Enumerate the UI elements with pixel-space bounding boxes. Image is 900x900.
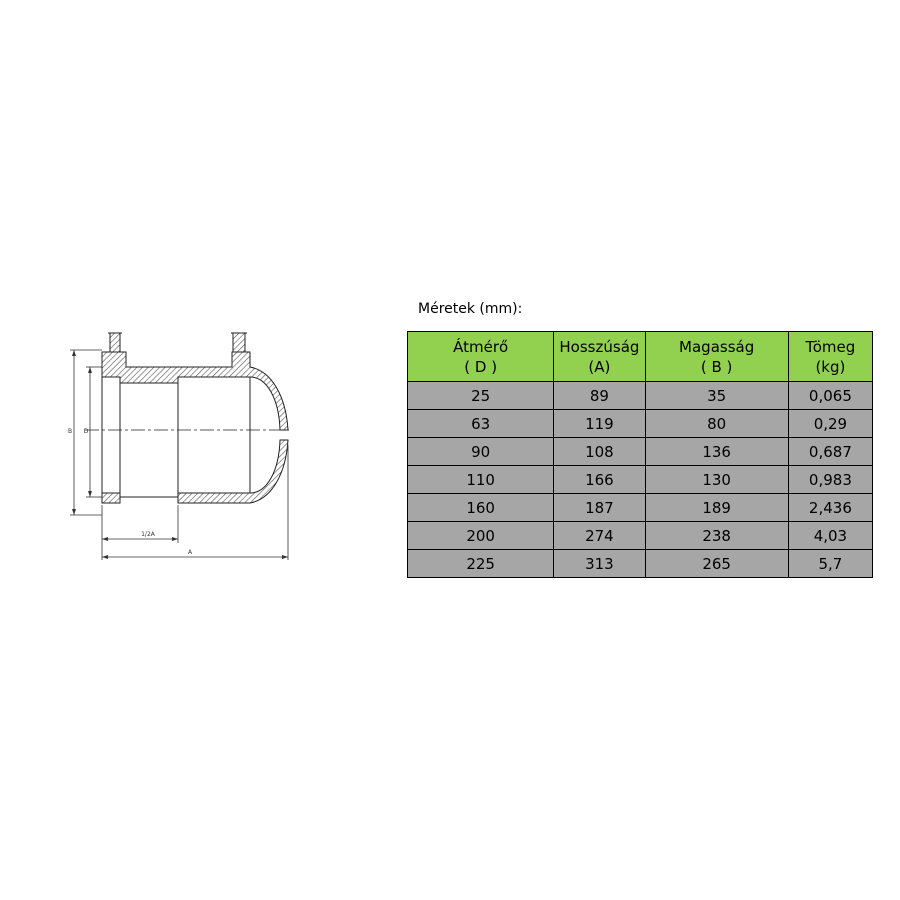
cell-weight: 2,436 [788,494,872,522]
cell-height: 130 [645,466,788,494]
cell-length: 166 [554,466,645,494]
cell-length: 313 [554,550,645,578]
table-caption: Méretek (mm): [418,301,523,317]
cell-diameter: 90 [408,438,554,466]
cell-height: 35 [645,382,788,410]
cell-height: 265 [645,550,788,578]
cell-height: 136 [645,438,788,466]
dimensions-table [407,331,873,578]
cell-length: 187 [554,494,645,522]
table-header-row [408,332,873,382]
cell-length: 108 [554,438,645,466]
table-row [408,410,873,438]
cell-diameter: 160 [408,494,554,522]
end-cap-technical-drawing [60,325,300,570]
table-row [408,494,873,522]
header-height: Magasság ( B ) [645,332,788,382]
cell-weight: 0,687 [788,438,872,466]
cell-height: 238 [645,522,788,550]
cell-height: 80 [645,410,788,438]
cell-weight: 0,29 [788,410,872,438]
cell-length: 89 [554,382,645,410]
header-weight: Tömeg (kg) [788,332,872,382]
table-row [408,438,873,466]
cell-diameter: 110 [408,466,554,494]
cell-diameter: 200 [408,522,554,550]
dim-label-a: A [187,549,193,556]
header-diameter: Átmérő ( D ) [408,332,554,382]
cell-weight: 0,983 [788,466,872,494]
cell-length: 274 [554,522,645,550]
cell-diameter: 63 [408,410,554,438]
dimension-arrows [72,350,288,559]
cell-diameter: 225 [408,550,554,578]
cell-diameter: 25 [408,382,554,410]
table-row [408,550,873,578]
dim-label-b: B [67,428,73,435]
dimension-lines [67,350,288,560]
cell-weight: 4,03 [788,522,872,550]
header-length: Hosszúság (A) [554,332,645,382]
cell-weight: 5,7 [788,550,872,578]
cell-length: 119 [554,410,645,438]
cell-weight: 0,065 [788,382,872,410]
dim-label-half-a: 1/2A [141,531,155,538]
table-row [408,466,873,494]
end-cap-section [102,333,288,503]
cell-height: 189 [645,494,788,522]
table-row [408,522,873,550]
dim-label-d: D [83,428,89,435]
table-row [408,382,873,410]
